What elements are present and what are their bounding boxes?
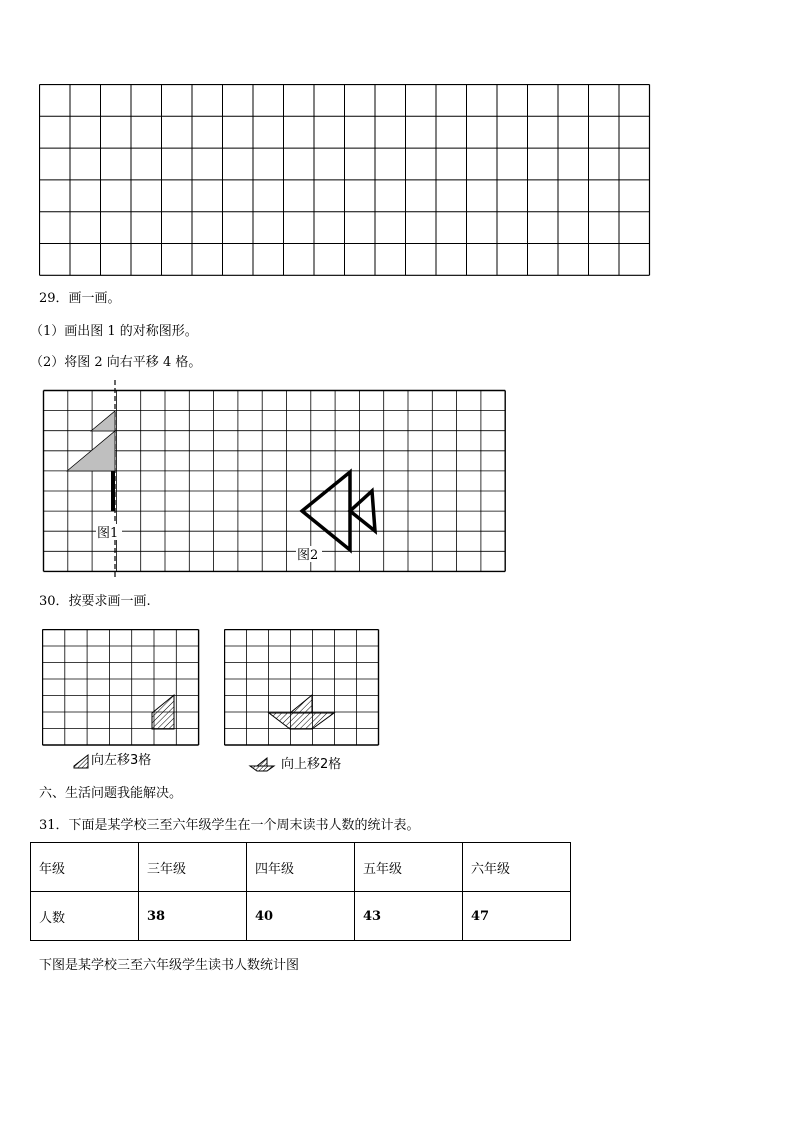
q29-part2: （2）将图 2 向右平移 4 格。 bbox=[30, 355, 202, 370]
figure2-label: 图2 bbox=[297, 548, 319, 563]
blank-grid-top bbox=[39, 84, 652, 277]
table-cell-count: 47 bbox=[463, 892, 571, 941]
q30-right-sail bbox=[290, 695, 312, 713]
table-row-grade bbox=[31, 843, 571, 892]
q30-left-caption: 向左移3格 bbox=[91, 753, 152, 768]
reading-stats-table bbox=[30, 842, 571, 941]
q30-left-grid bbox=[42, 629, 200, 747]
table-cell-grade: 三年级 bbox=[139, 843, 247, 892]
table-cell-count: 43 bbox=[355, 892, 463, 941]
q30-right-caption-icon bbox=[248, 756, 278, 772]
table-header-grade: 年级 bbox=[31, 843, 139, 892]
table-cell-grade: 五年级 bbox=[355, 843, 463, 892]
figure1-upper-triangle bbox=[91, 411, 115, 431]
q31-chart-caption: 下图是某学校三至六年级学生读书人数统计图 bbox=[39, 958, 300, 973]
q29-drawing-grid bbox=[40, 380, 520, 580]
table-header-count: 人数 bbox=[31, 892, 139, 941]
table-cell-count: 38 bbox=[139, 892, 247, 941]
table-cell-grade: 四年级 bbox=[247, 843, 355, 892]
section6-title: 六、生活问题我能解决。 bbox=[39, 786, 183, 801]
q30-left-shape bbox=[152, 695, 174, 729]
q31-title: 31．下面是某学校三至六年级学生在一个周末读书人数的统计表。 bbox=[39, 818, 420, 833]
table-row-count bbox=[31, 892, 571, 941]
q30-right-grid bbox=[224, 629, 380, 747]
q30-right-boat bbox=[269, 713, 334, 729]
q30-title: 30．按要求画一画. bbox=[39, 594, 151, 609]
q29-part1: （1）画出图 1 的对称图形。 bbox=[30, 324, 198, 339]
figure1-label: 图1 bbox=[97, 526, 119, 541]
q30-left-caption-icon bbox=[72, 752, 92, 770]
table-cell-grade: 六年级 bbox=[463, 843, 571, 892]
q29-title: 29．画一画。 bbox=[39, 291, 121, 306]
table-cell-count: 40 bbox=[247, 892, 355, 941]
q30-right-caption: 向上移2格 bbox=[281, 757, 342, 772]
